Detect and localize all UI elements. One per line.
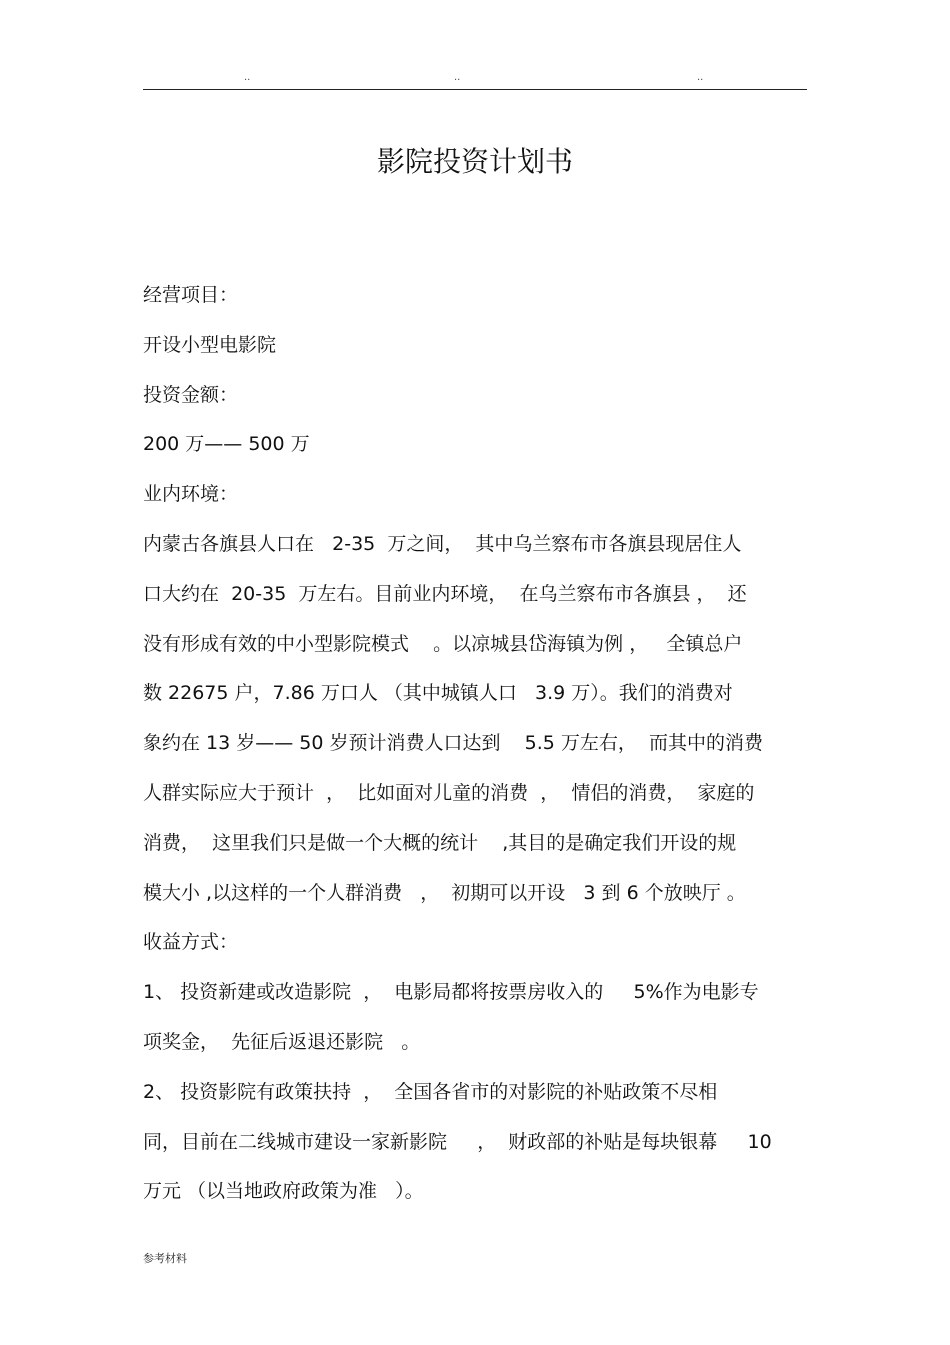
body-line: 收益方式： bbox=[143, 931, 239, 954]
body-line: 人群实际应大于预计 ， 比如面对儿童的消费 ， 情侣的消费， 家庭的 bbox=[143, 781, 755, 804]
body-line: 消费， 这里我们只是做一个大概的统计 ,其目的是确定我们开设的规 bbox=[143, 831, 737, 854]
body-line: 200 万—— 500 万 bbox=[143, 433, 310, 456]
body-line: 同，目前在二线城市建设一家新影院 ， 财政部的补贴是每块银幕 10 bbox=[143, 1130, 772, 1153]
body-line: 1、 投资新建或改造影院 ， 电影局都将按票房收入的 5%作为电影专 bbox=[143, 981, 759, 1004]
body-line: 业内环境： bbox=[143, 483, 239, 506]
body-line: 2、 投资影院有政策扶持 ， 全国各省市的对影院的补贴政策不尽相 bbox=[143, 1080, 718, 1103]
header-divider bbox=[143, 89, 807, 90]
header-mark-center: .. bbox=[454, 72, 461, 83]
body-line: 开设小型电影院 bbox=[143, 333, 277, 356]
body-line: 经营项目： bbox=[143, 284, 239, 306]
page-footer: 参考材料 bbox=[143, 1252, 187, 1265]
body-line: 内蒙古各旗县人口在 2-35 万之间， 其中乌兰察布市各旗县现居住人 bbox=[143, 532, 742, 555]
body-line: 数 22675 户，7.86 万口人 （其中城镇人口 3.9 万）。我们的消费对 bbox=[143, 682, 733, 705]
body-line: 投资金额： bbox=[143, 383, 239, 406]
page-header bbox=[143, 72, 807, 86]
body-line: 模大小 ,以这样的一个人群消费 ， 初期可以开设 3 到 6 个放映厅 。 bbox=[143, 881, 746, 904]
header-mark-left: .. bbox=[244, 72, 251, 83]
body-line: 口大约在 20-35 万左右。目前业内环境， 在乌兰察布市各旗县 ， 还 bbox=[143, 582, 747, 605]
body-line: 万元 （以当地政府政策为准 ）。 bbox=[143, 1180, 424, 1203]
body-line: 象约在 13 岁—— 50 岁预计消费人口达到 5.5 万左右， 而其中的消费 bbox=[143, 732, 764, 755]
header-mark-right: .. bbox=[697, 72, 704, 83]
document-body bbox=[143, 280, 807, 1226]
body-line: 没有形成有效的中小型影院模式 。以凉城县岱海镇为例 ， 全镇总户 bbox=[143, 632, 743, 655]
document-title: 影院投资计划书 bbox=[376, 145, 573, 178]
body-line: 项奖金， 先征后返退还影院 。 bbox=[143, 1030, 421, 1053]
